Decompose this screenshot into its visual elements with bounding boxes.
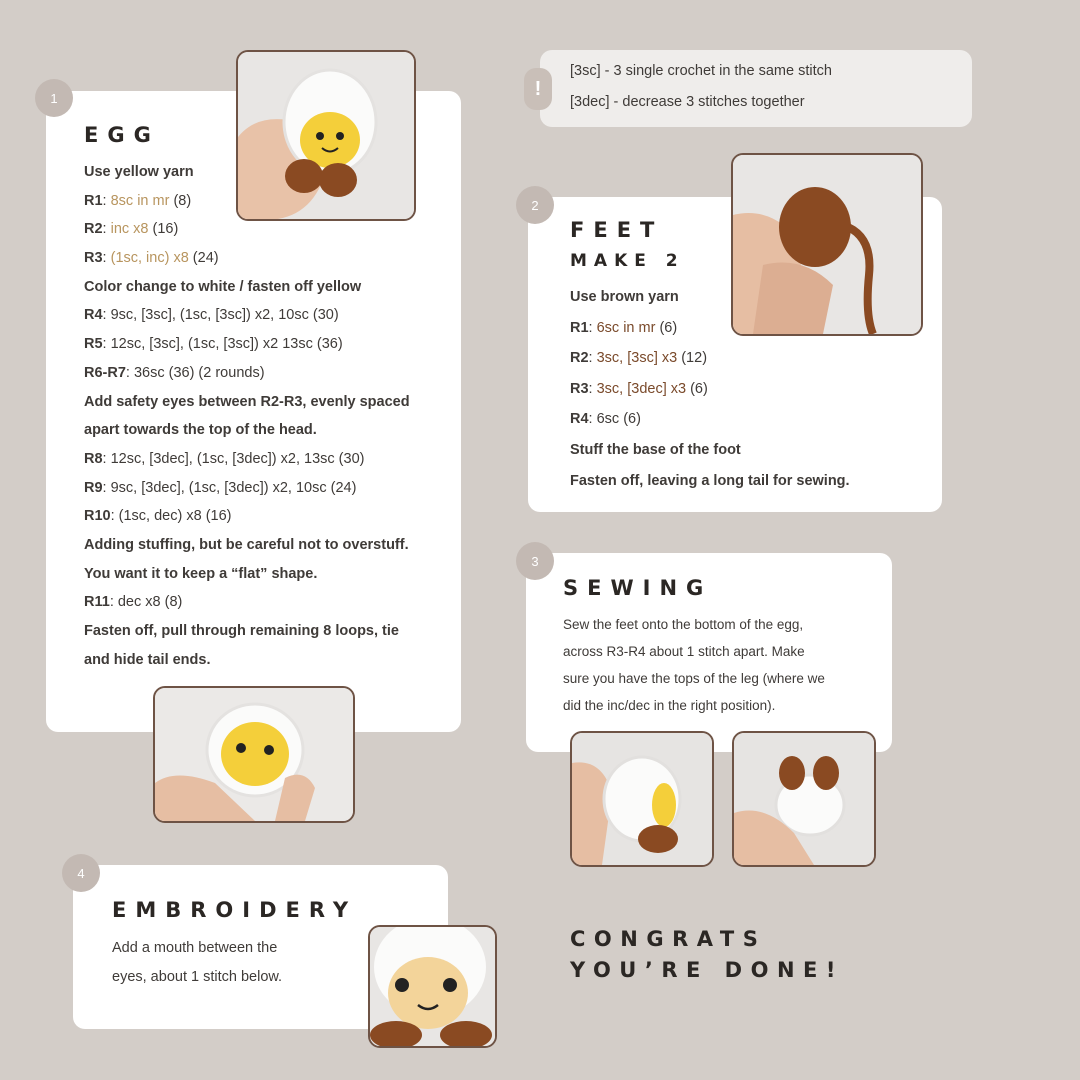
instruction-text: :: [588, 380, 597, 397]
step-number-badge-2: 2: [516, 186, 554, 224]
instruction-text: Fasten off, leaving a long tail for sewing.: [570, 472, 850, 489]
instruction-text: R2: [570, 350, 589, 367]
instruction-text: (6): [686, 380, 708, 397]
instruction-text: You want it to keep a “flat” shape.: [84, 565, 318, 582]
egg-instruction-line: [84, 416, 410, 445]
instruction-text: R3: [570, 380, 589, 397]
embroidery-line: Add a mouth between the: [112, 940, 278, 956]
egg-title: EGG: [84, 123, 160, 147]
egg-instruction-line: [84, 301, 410, 330]
egg-photo-hand: [236, 50, 416, 221]
instruction-text: R11: [84, 594, 110, 611]
instruction-text: R4: [84, 307, 103, 324]
instruction-text: (8): [169, 192, 192, 209]
embroidery-photo: [368, 925, 497, 1048]
instruction-text: 6sc in mr: [596, 319, 656, 336]
instruction-text: Stuff the base of the foot: [570, 441, 741, 458]
abbreviation-note: [540, 50, 972, 127]
instruction-text: R5: [84, 336, 103, 353]
instruction-text: inc x8: [110, 221, 149, 238]
egg-instruction-line: [84, 330, 410, 359]
exclamation-icon: !: [524, 68, 552, 110]
instruction-text: (1sc, inc) x8: [110, 250, 189, 267]
embroidery-instructions: [112, 934, 282, 991]
instruction-text: :: [588, 350, 597, 367]
step-number-badge-1: 1: [35, 79, 73, 117]
feet-instruction-line: [570, 466, 850, 497]
egg-instruction-line: [84, 359, 410, 388]
egg-instruction-line: [84, 388, 410, 417]
instruction-text: R4: [570, 411, 589, 428]
egg-instructions: [84, 158, 410, 674]
sewing-photo-side: [570, 731, 714, 867]
instruction-text: Use yellow yarn: [84, 164, 194, 180]
egg-instruction-line: [84, 588, 410, 617]
note-line-3dec: [3dec] - decrease 3 stitches together: [570, 94, 805, 110]
feet-instruction-line: [570, 435, 850, 466]
instruction-text: R10: [84, 508, 111, 525]
feet-instruction-line: [570, 374, 850, 405]
sewing-line: across R3-R4 about 1 stitch apart. Make: [563, 644, 805, 659]
congrats-line-1: CONGRATS: [570, 927, 767, 951]
egg-instruction-line: [84, 560, 410, 589]
egg-instruction-line: [84, 445, 410, 474]
instruction-text: R2: [84, 221, 103, 238]
instruction-text: R1: [84, 192, 103, 209]
instruction-text: 3sc, [3sc] x3: [596, 350, 678, 367]
instruction-text: 3sc, [3dec] x3: [596, 380, 687, 397]
instruction-text: (24): [188, 250, 219, 267]
step-number-badge-3: 3: [516, 542, 554, 580]
egg-instruction-line: [84, 502, 410, 531]
egg-instruction-line: [84, 244, 410, 273]
egg-instruction-line: [84, 531, 410, 560]
embroidery-line: eyes, about 1 stitch below.: [112, 968, 283, 985]
instruction-text: Add safety eyes between R2-R3, evenly spaced: [84, 393, 410, 410]
instruction-text: : 12sc, [3dec], (1sc, [3dec]) x2, 13sc (30): [102, 450, 365, 467]
instruction-text: R9: [84, 479, 103, 496]
sewing-line: did the inc/dec in the right position).: [563, 698, 776, 713]
instruction-text: :: [102, 221, 111, 238]
instruction-text: : 9sc, [3dec], (1sc, [3dec]) x2, 10sc (24): [102, 479, 357, 496]
instruction-text: Fasten off, pull through remaining 8 loops, tie: [84, 623, 399, 639]
sewing-instructions: [563, 611, 825, 719]
instruction-text: R3: [84, 250, 103, 267]
egg-instruction-line: [84, 273, 410, 302]
note-line-3sc: [3sc] - 3 single crochet in the same stitch: [570, 63, 832, 79]
instruction-text: apart towards the top of the head.: [84, 422, 317, 439]
instruction-text: R1: [570, 319, 589, 336]
egg-instruction-line: [84, 646, 410, 675]
instruction-text: : 36sc (36) (2 rounds): [125, 364, 265, 381]
instruction-text: (6): [655, 319, 678, 336]
sewing-photo-back: [732, 731, 876, 867]
instruction-text: : (1sc, dec) x8 (16): [110, 508, 232, 525]
egg-instruction-line: [84, 617, 410, 646]
step-number-badge-4: 4: [62, 854, 100, 892]
instruction-text: (16): [148, 221, 179, 238]
instruction-text: :: [102, 250, 111, 267]
instruction-text: : 12sc, [3sc], (1sc, [3sc]) x2 13sc (36): [102, 336, 343, 353]
feet-title: FEET: [570, 218, 664, 242]
sewing-line: sure you have the tops of the leg (where we: [563, 671, 825, 686]
feet-subtitle: MAKE 2: [570, 251, 685, 271]
sewing-line: Sew the feet onto the bottom of the egg,: [563, 617, 804, 632]
instruction-text: 8sc in mr: [110, 192, 170, 209]
egg-photo-yolk: [153, 686, 355, 823]
instruction-text: R6-R7: [84, 364, 126, 381]
embroidery-title: EMBROIDERY: [112, 898, 358, 922]
instruction-text: : dec x8 (8): [109, 594, 183, 611]
instruction-text: :: [102, 192, 111, 209]
sewing-title: SEWING: [563, 576, 713, 600]
feet-instruction-line: [570, 404, 850, 435]
instruction-text: :: [588, 319, 597, 336]
instruction-text: Adding stuffing, but be careful not to overstuff.: [84, 536, 409, 553]
instruction-text: : 6sc (6): [588, 411, 641, 428]
instruction-text: R8: [84, 450, 103, 467]
egg-instruction-line: [84, 474, 410, 503]
foot-photo: [731, 153, 923, 336]
instruction-text: Use brown yarn: [570, 289, 679, 305]
congrats-line-2: YOU’RE DONE!: [570, 958, 844, 982]
feet-instruction-line: [570, 343, 850, 374]
instruction-text: (12): [677, 350, 708, 367]
instruction-text: : 9sc, [3sc], (1sc, [3sc]) x2, 10sc (30): [102, 307, 339, 324]
instruction-text: Color change to white / fasten off yellow: [84, 278, 362, 295]
instruction-text: and hide tail ends.: [84, 651, 211, 668]
